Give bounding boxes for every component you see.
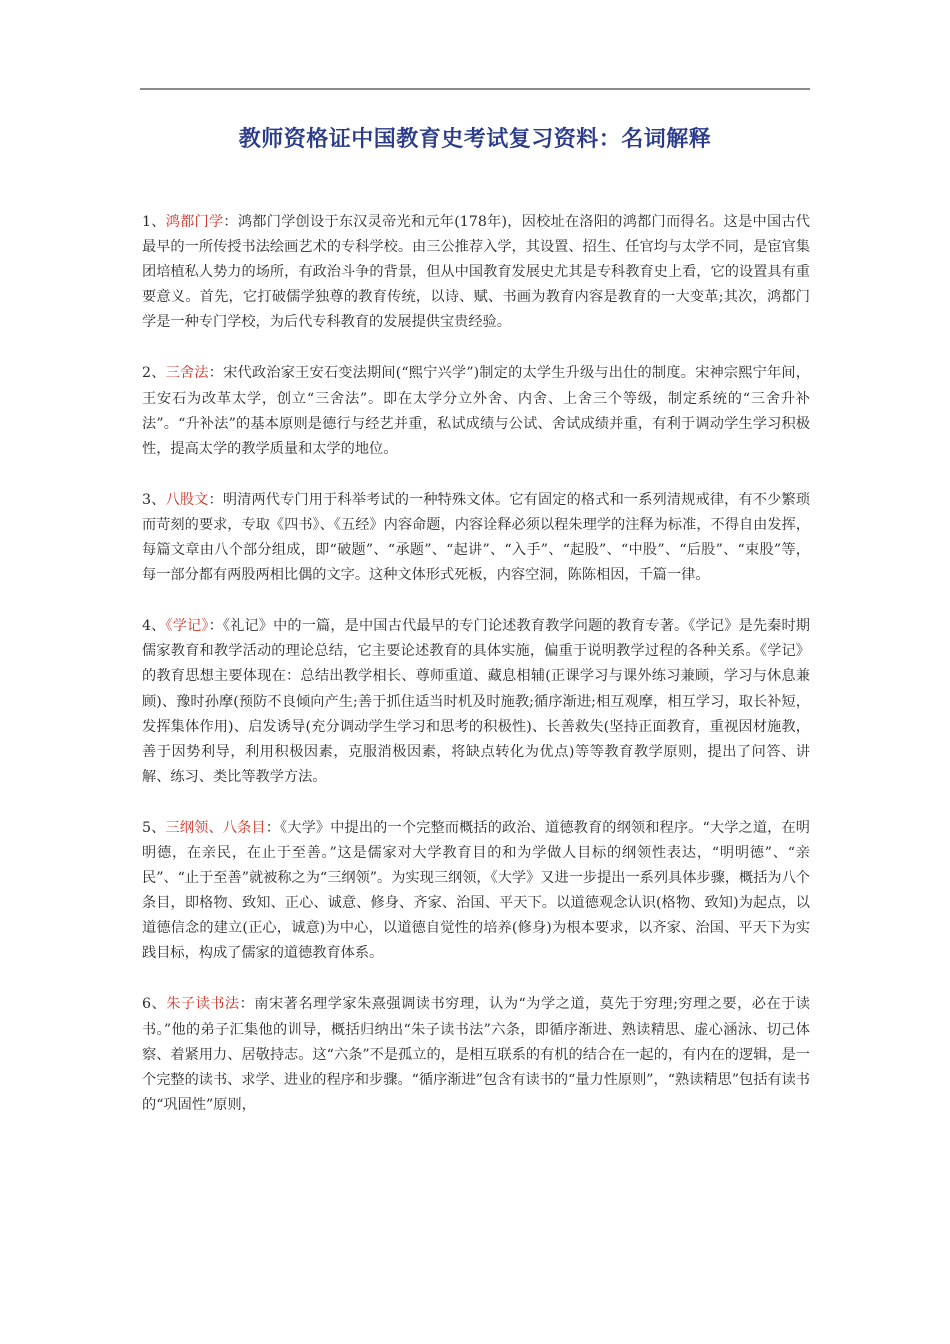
glossary-entry-2 bbox=[142, 361, 810, 461]
glossary-entry-3 bbox=[142, 488, 810, 588]
entry-separator: ： bbox=[208, 491, 223, 508]
entry-number: 2、 bbox=[142, 365, 166, 382]
entry-term: 八股文 bbox=[165, 491, 209, 508]
entry-term: 《学记》 bbox=[165, 618, 209, 635]
glossary-entry-6 bbox=[142, 992, 810, 1117]
page-title: 教师资格证中国教育史考试复习资料：名词解释 bbox=[238, 127, 712, 152]
glossary-entry-4 bbox=[142, 614, 810, 790]
glossary-entry-5 bbox=[142, 816, 810, 967]
entry-definition: 明清两代专门用于科举考试的一种特殊文体。它有固定的格式和一系列清规戒律，有不少繁琐而苛刻的要求，专取《四书》、《五经》内容命题，内容诠释必须以程朱理学的注释为标准，不得自由发挥，每篇文章由八个部分组成，即“破题”、“承题”、“起讲”、“入手”、“起股”、“中股”、“后股”、“束股”等，每一部分都有两股两相比偶的文字。这种文体形式死板，内容空洞，陈陈相因，千篇一律。 bbox=[142, 491, 810, 584]
entry-term: 鸿都门学 bbox=[165, 214, 224, 230]
entry-number: 5、 bbox=[142, 819, 166, 836]
entry-definition: 《大学》中提出的一个完整而概括的政治、道德教育的纲领和程序。“大学之道，在明明德，在亲民，在止于至善。”这是儒家对大学教育目的和为学做人目标的纲领性表达，“明明德”、“亲民”、“止于至善”就被称之为“三纲领”。为实现三纲领，《大学》又进一步提出一系列具体步骤，概括为八个条目，即格物、致知、正心、诚意、修身、齐家、治国、平天下。以道德观念认识(格物、致知)为起点，以道德信念的建立(正心，诚意)为中心，以道德自觉性的培养(修身)为根本要求，以齐家、治国、平天下为实践目标，构成了儒家的道德教育体系。 bbox=[142, 819, 810, 962]
entry-term: 三舍法 bbox=[165, 365, 209, 382]
glossary-entry-1 bbox=[142, 210, 810, 335]
entry-separator: ： bbox=[223, 214, 238, 230]
entry-separator: ： bbox=[239, 996, 255, 1013]
glossary-list bbox=[142, 210, 810, 1144]
entry-number: 6、 bbox=[142, 996, 167, 1013]
entry-separator: ： bbox=[208, 618, 223, 635]
entry-definition: 宋代政治家王安石变法期间(“熙宁兴学”)制定的太学生升级与出仕的制度。宋神宗熙宁年间，王安石为改革太学，创立“三舍法”。即在太学分立外舍、内舍、上舍三个等级，制定系统的“三舍升补法”。“升补法”的基本原则是德行与经艺并重，私试成绩与公试、舍试成绩并重，有利于调动学生学习积极性，提高太学的教学质量和太学的地位。 bbox=[142, 365, 810, 457]
entry-number: 4、 bbox=[142, 618, 166, 635]
entry-separator: ： bbox=[265, 819, 281, 836]
entry-definition: 《礼记》中的一篇，是中国古代最早的专门论述教育教学问题的教育专著。《学记》是先秦时期儒家教育和教学活动的理论总结，它主要论述教育的具体实施，偏重于说明教学过程的各种关系。《学记》的教育思想主要体现在：总结出教学相长、尊师重道、藏息相辅(正课学习与课外练习兼顾，学习与休息兼顾)、豫时孙摩(预防不良倾向产生;善于抓住适当时机及时施教;循序渐进;相互观摩，相互学习，取长补短，发挥集体作用)、启发诱导(充分调动学生学习和思考的积极性)、长善救失(坚持正面教育，重视因材施教，善于因势利导，利用积极因素，克服消极因素，将缺点转化为优点)等等教育教学原则，提出了问答、讲解、练习、类比等教学方法。 bbox=[142, 618, 810, 785]
entry-term: 朱子读书法 bbox=[166, 996, 240, 1013]
entry-term: 三纲领、八条目 bbox=[165, 819, 266, 836]
entry-number: 3、 bbox=[142, 491, 166, 508]
entry-separator: ： bbox=[208, 365, 224, 382]
entry-definition: 南宋著名理学家朱熹强调读书穷理，认为“为学之道，莫先于穷理;穷理之要，必在于读书。”他的弟子汇集他的训导，概括归纳出“朱子读书法”六条，即循序渐进、熟读精思、虚心涵泳、切己体察、着紧用力、居敬持志。这“六条”不是孤立的，是相互联系的有机的结合在一起的，有内在的逻辑，是一个完整的读书、求学、进业的程序和步骤。“循序渐进”包含有读书的“量力性原则”，“熟读精思”包括有读书的“巩固性”原则， bbox=[142, 996, 810, 1113]
top-divider bbox=[140, 88, 810, 90]
entry-definition: 鸿都门学创设于东汉灵帝光和元年(178年)，因校址在洛阳的鸿都门而得名。这是中国古代最早的一所传授书法绘画艺术的专科学校。由三公推荐入学，其设置、招生、任官均与太学不同，是宦官集团培植私人势力的场所，有政治斗争的背景，但从中国教育发展史尤其是专科教育史上看，它的设置具有重要意义。首先，它打破儒学独尊的教育传统，以诗、赋、书画为教育内容是教育的一大变革;其次，鸿都门学是一种专门学校，为后代专科教育的发展提供宝贵经验。 bbox=[142, 214, 810, 331]
entry-number: 1、 bbox=[142, 214, 166, 230]
